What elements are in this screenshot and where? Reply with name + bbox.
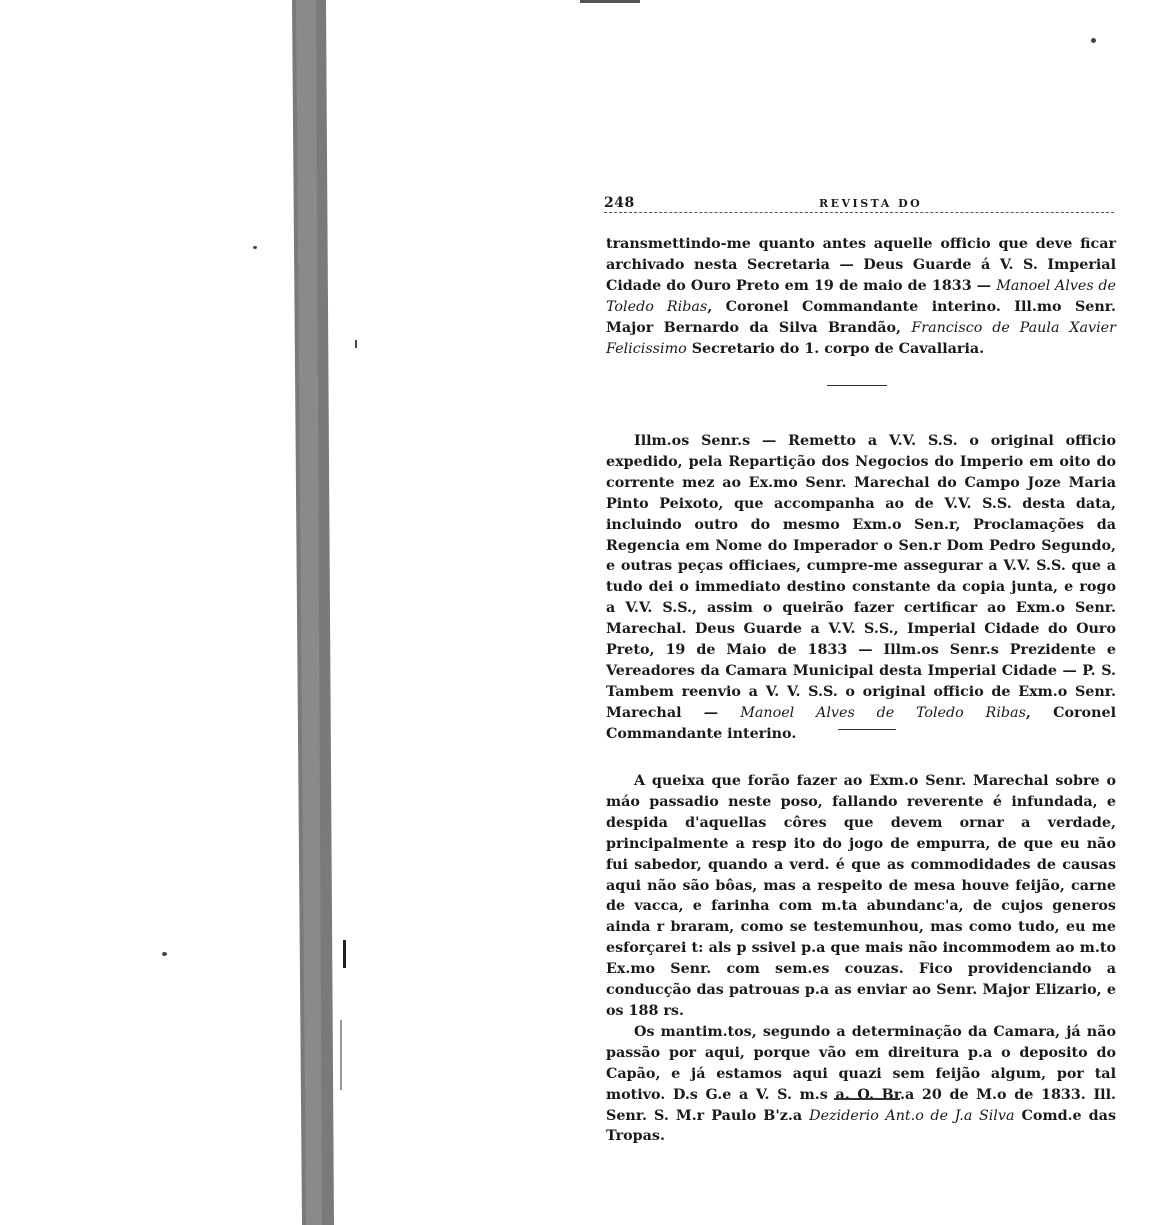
page-speck xyxy=(162,952,167,956)
page-speck xyxy=(340,1020,342,1090)
section-divider xyxy=(838,729,896,730)
letter-continuation xyxy=(606,234,1116,359)
letter-text: Illm.os Senr.s — Remetto a V.V. S.S. o original officio expedido, pela Repartição dos Negocios do Imperio em oito do corrente mez ao Ex.mo Senr. Marechal do Campo Joze Maria Pinto Peixoto, que accompanha ao de V.V. S.S. desta data, incluindo outro do mesmo Exm.o Sen.r, Proclamações da Regencia em Nome do Imperador o Sen.r Dom Pedro Segundo, e outras peças officiaes, cumpre-me assegurar a V.V. S.S. que a tudo dei o immediato destino constante da copia junta, e rogo a V.V. S.S., assim o queirão fazer certificar ao Exm.o Senr. Marechal. Deus Guarde a V.V. S.S., Imperial Cidade do Ouro Preto, 19 de Maio de 1833 — Illm.os Senr.s Prezidente e Vereadores da Camara Municipal desta Imperial Cidade — P. S. Tambem reenvio a V. V. S.S. o original officio de Exm.o Senr. Marechal — xyxy=(606,433,1116,721)
running-title: REVISTA DO xyxy=(819,197,923,210)
letter-text: Comd.e das Tropas. xyxy=(606,1107,1116,1145)
page-number: 248 xyxy=(604,195,635,211)
signature: Deziderio Ant.o de J.a Silva xyxy=(809,1107,1015,1124)
signature: Francisco de Paula Xavier Felicissimo xyxy=(606,319,1116,357)
section-divider xyxy=(834,1098,900,1100)
page-speck xyxy=(253,246,257,249)
page-speck xyxy=(580,0,640,3)
signature: Manoel Alves de Toledo Ribas xyxy=(606,277,1116,315)
page-speck xyxy=(1091,38,1096,43)
section-divider xyxy=(827,385,887,386)
page-speck xyxy=(355,340,357,348)
letter-text: , Coronel Commandante interino. Ill.mo Senr. Major Bernardo da Silva Brandão, xyxy=(606,298,1116,336)
letter-text: Secretario do 1. corpo de Cavallaria. xyxy=(686,340,985,357)
page-speck xyxy=(343,940,346,968)
letter-paragraph-continued xyxy=(606,1022,1116,1147)
signature: Manoel Alves de Toledo Ribas xyxy=(740,704,1026,721)
header-rule xyxy=(604,212,1114,213)
letter-text: Os mantim.tos, segundo a determinação da Camara, já não passão por aqui, porque vão em direitura p.a o deposito do Capão, e já estamos aqui quazi sem feijão algum, por tal motivo. D.s G.e a V. S. m.s a. O. Br.a 20 de M.o de 1833. Ill. Senr. S. M.r Paulo B'z.a xyxy=(606,1023,1116,1124)
letter-text: , Coronel Commandante interino. xyxy=(606,704,1116,742)
letter-paragraph xyxy=(606,431,1116,745)
letter-paragraph xyxy=(606,771,1116,1147)
letter-text: A queixa que forão fazer ao Exm.o Senr. Marechal sobre o máo passadio neste poso, fallando reverente é infundada, e despida d'aquellas côres que devem ornar a verdade, principalmente a resp ito do jogo de empurra, de que eu não fui sabedor, quando a verd. é que as commodidades de causas aqui não são bôas, mas a respeito de mesa houve feijão, carne de vacca, e farinha com m.ta abundanc'a, de cujos generos ainda r braram, como se testemunhou, mas como tudo, eu me esforçarei t: als p ssivel p.a que mais não incommodem ao m.to Ex.mo Senr. com sem.es couzas. Fico providenciando a conducção das patrouas p.a as enviar ao Senr. Major Elizario, e os 188 rs. xyxy=(606,773,1116,1019)
letter-text: transmettindo-me quanto antes aquelle officio que deve ficar archivado nesta Secretaria — Deus Guarde á V. S. Imperial Cidade do Ouro Preto em 19 de maio de 1833 — xyxy=(606,236,1116,294)
